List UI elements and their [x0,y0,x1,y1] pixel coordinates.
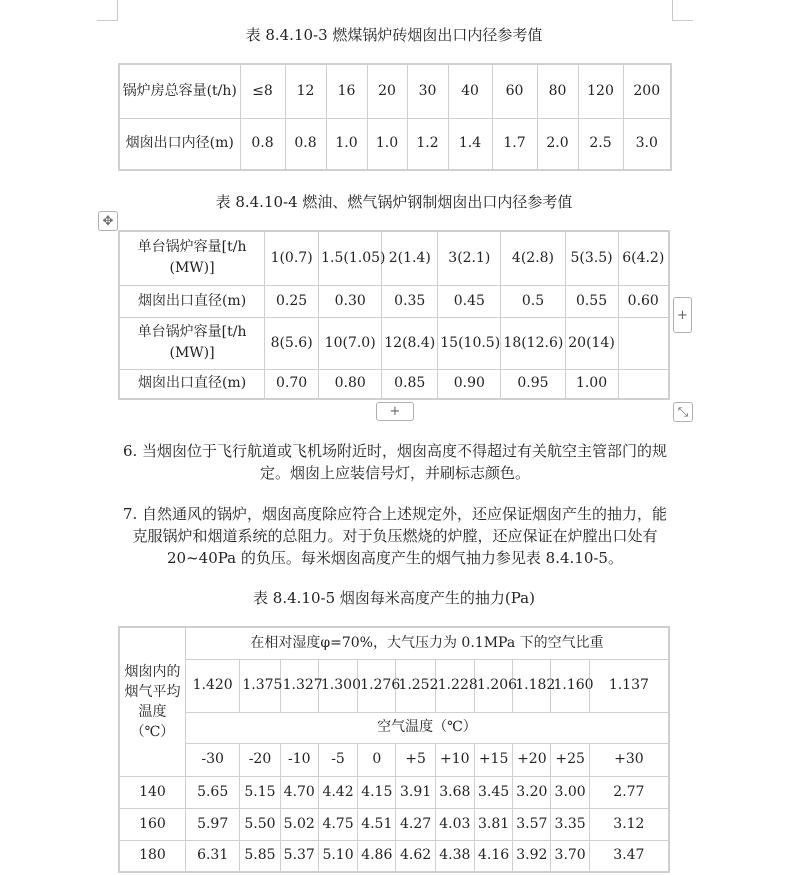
table-cell[interactable]: 1(0.7) [265,231,319,285]
table-cell[interactable]: 0.25 [265,285,319,317]
table-cell[interactable]: 200 [623,64,671,118]
table-cell[interactable]: 5(3.5) [565,231,618,285]
paragraph-6: 6. 当烟囱位于飞行航道或飞机场附近时，烟囱高度不得超过有关航空主管部门的规定。烟囱上应装信号灯，并刷标志颜色。 [122,442,668,482]
table-cell[interactable]: 1.300 [318,659,357,712]
table-cell[interactable]: 160 [119,808,185,840]
table-cell[interactable]: 180 [119,840,185,872]
table-cell[interactable]: 4.51 [358,808,396,840]
table-cell[interactable]: 2.0 [537,118,578,170]
table-cell[interactable]: 0.8 [240,118,285,170]
table-cell[interactable]: 1.276 [358,659,396,712]
table-cell[interactable]: 1.375 [240,659,280,712]
table-cell[interactable]: 1.2 [407,118,448,170]
table-cell[interactable]: 10(7.0) [319,317,382,369]
table-cell[interactable]: 3.81 [474,808,512,840]
table-cell[interactable]: 0.8 [285,118,326,170]
table-cell[interactable]: 4.42 [318,776,357,808]
table-cell[interactable]: 12(8.4) [382,317,438,369]
table-cell[interactable]: -5 [318,743,357,776]
table-cell[interactable]: 40 [448,64,492,118]
table-cell[interactable]: 5.10 [318,840,357,872]
table-cell[interactable]: 4.15 [358,776,396,808]
table-cell[interactable]: 60 [492,64,537,118]
table-cell[interactable]: 120 [578,64,623,118]
table-cell[interactable]: 4(2.8) [501,231,565,285]
table-cell[interactable]: -30 [185,743,239,776]
table-cell[interactable]: 5.37 [280,840,318,872]
table-cell[interactable]: 4.03 [435,808,474,840]
table-move-handle-icon[interactable]: ✥ [98,211,118,231]
table-cell[interactable] [618,369,669,399]
table-cell[interactable]: 4.62 [396,840,435,872]
table-cell[interactable]: 0.80 [319,369,382,399]
table-cell[interactable]: 0.70 [265,369,319,399]
table-cell[interactable]: +5 [396,743,435,776]
table-cell[interactable]: 1.7 [492,118,537,170]
table-cell[interactable]: 3.00 [551,776,589,808]
table-cell[interactable]: 16 [326,64,367,118]
table-cell[interactable]: +10 [435,743,474,776]
table-cell[interactable]: 3.20 [513,776,551,808]
table-cell[interactable]: 20 [367,64,407,118]
table-cell[interactable]: 4.27 [396,808,435,840]
table-cell[interactable]: 4.16 [474,840,512,872]
table-cell[interactable]: 5.65 [185,776,239,808]
table-cell[interactable]: 5.02 [280,808,318,840]
table-cell[interactable]: 15(10.5) [438,317,501,369]
table-cell[interactable]: 0.55 [565,285,618,317]
table-cell[interactable]: 2.5 [578,118,623,170]
table-cell[interactable]: 3.68 [435,776,474,808]
page-corner-mark [97,0,118,21]
table-cell[interactable]: 1.0 [326,118,367,170]
page-corner-mark [672,0,693,21]
table-caption: 表 8.4.10-4 燃油、燃气锅炉钢制烟囱出口内径参考值 [215,193,573,211]
table-cell[interactable]: 0.30 [319,285,382,317]
air-temp-header-cell[interactable]: 空气温度（℃） [185,712,669,743]
table-cell[interactable]: 3.92 [513,840,551,872]
table-caption: 表 8.4.10-3 燃煤锅炉砖烟囱出口内径参考值 [245,26,543,44]
table-cell[interactable]: 0.90 [438,369,501,399]
table-cell[interactable]: 12 [285,64,326,118]
table-cell[interactable]: 0.85 [382,369,438,399]
table-cell[interactable]: 3.47 [589,840,669,872]
table-cell[interactable]: 2(1.4) [382,231,438,285]
draft-force-table [118,626,670,873]
row-header-cell[interactable]: 烟囱内的烟气平均温度（℃） [119,627,185,776]
table-cell[interactable]: 1.327 [280,659,318,712]
table-cell[interactable]: 3.45 [474,776,512,808]
table-cell[interactable] [618,317,669,369]
paragraph-7: 7. 自然通风的锅炉，烟囱高度除应符合上述规定外，还应保证烟囱产生的抽力，能克服锅炉和烟道系统的总阻力。对于负压燃烧的炉膛，还应保证在炉膛出口处有 20~40Pa 的负压。每米烟囱高度产生的烟气抽力参见表 8.4.10-5。 [122,505,668,567]
table-cell[interactable]: 3.57 [513,808,551,840]
table-cell[interactable]: 6.31 [185,840,239,872]
table-cell[interactable]: 3.91 [396,776,435,808]
table-cell[interactable]: 锅炉房总容量(t/h) [119,64,240,118]
table-cell[interactable]: 18(12.6) [501,317,565,369]
table-cell[interactable]: 4.86 [358,840,396,872]
table-cell[interactable]: 1.228 [435,659,474,712]
table-cell[interactable]: 1.00 [565,369,618,399]
table-cell[interactable]: 5.50 [240,808,280,840]
table-cell[interactable]: 0 [358,743,396,776]
table-cell[interactable]: 30 [407,64,448,118]
table-cell[interactable]: 1.137 [589,659,669,712]
table-caption: 表 8.4.10-5 烟囱每米高度产生的抽力(Pa) [253,589,535,607]
table-cell[interactable]: 3.35 [551,808,589,840]
table-cell[interactable]: -20 [240,743,280,776]
table-cell[interactable]: 1.160 [551,659,589,712]
table-cell[interactable]: 烟囱出口内径(m) [119,118,240,170]
table-cell[interactable]: 0.45 [438,285,501,317]
table-cell[interactable]: +15 [474,743,512,776]
table-cell[interactable]: 3.12 [589,808,669,840]
table-resize-icon[interactable]: ⤡ [673,402,693,422]
table-cell[interactable]: 4.38 [435,840,474,872]
table-cell[interactable]: 1.5(1.05) [319,231,382,285]
table-cell[interactable]: 0.95 [501,369,565,399]
table-cell[interactable]: 1.182 [513,659,551,712]
table-cell[interactable]: 烟囱出口直径(m) [119,369,265,399]
table-cell[interactable]: 2.77 [589,776,669,808]
table-cell[interactable]: 3.0 [623,118,671,170]
table-cell[interactable]: 烟囱出口直径(m) [119,285,265,317]
coal-chimney-table [118,63,672,171]
table-cell[interactable]: 0.60 [618,285,669,317]
table-cell[interactable]: 6(4.2) [618,231,669,285]
table-cell[interactable]: +25 [551,743,589,776]
table-cell[interactable]: 80 [537,64,578,118]
table-cell[interactable]: 单台锅炉容量[t/h (MW)] [119,231,265,285]
table-cell[interactable]: 20(14) [565,317,618,369]
table-cell[interactable]: 1.4 [448,118,492,170]
table-cell[interactable]: 5.15 [240,776,280,808]
table-cell[interactable]: 4.70 [280,776,318,808]
table-cell[interactable]: -10 [280,743,318,776]
table-cell[interactable]: 3.70 [551,840,589,872]
table-cell[interactable]: 4.75 [318,808,357,840]
table-cell[interactable]: 0.35 [382,285,438,317]
table-cell[interactable]: 单台锅炉容量[t/h (MW)] [119,317,265,369]
add-row-button[interactable]: + [376,402,414,421]
table-cell[interactable]: +20 [513,743,551,776]
table-cell[interactable]: 5.85 [240,840,280,872]
table-cell[interactable]: 3(2.1) [438,231,501,285]
oil-gas-chimney-table [118,230,670,400]
table-cell[interactable]: 5.97 [185,808,239,840]
table-cell[interactable]: 1.0 [367,118,407,170]
density-header-cell[interactable]: 在相对湿度φ=70%，大气压力为 0.1MPa 下的空气比重 [185,627,669,659]
table-cell[interactable]: 1.420 [185,659,239,712]
add-column-button[interactable]: + [673,297,692,333]
table-cell[interactable]: 0.5 [501,285,565,317]
table-cell[interactable]: +30 [589,743,669,776]
table-cell[interactable]: ≤8 [240,64,285,118]
table-cell[interactable]: 1.252 [396,659,435,712]
table-cell[interactable]: 140 [119,776,185,808]
table-cell[interactable]: 1.206 [474,659,512,712]
table-cell[interactable]: 8(5.6) [265,317,319,369]
